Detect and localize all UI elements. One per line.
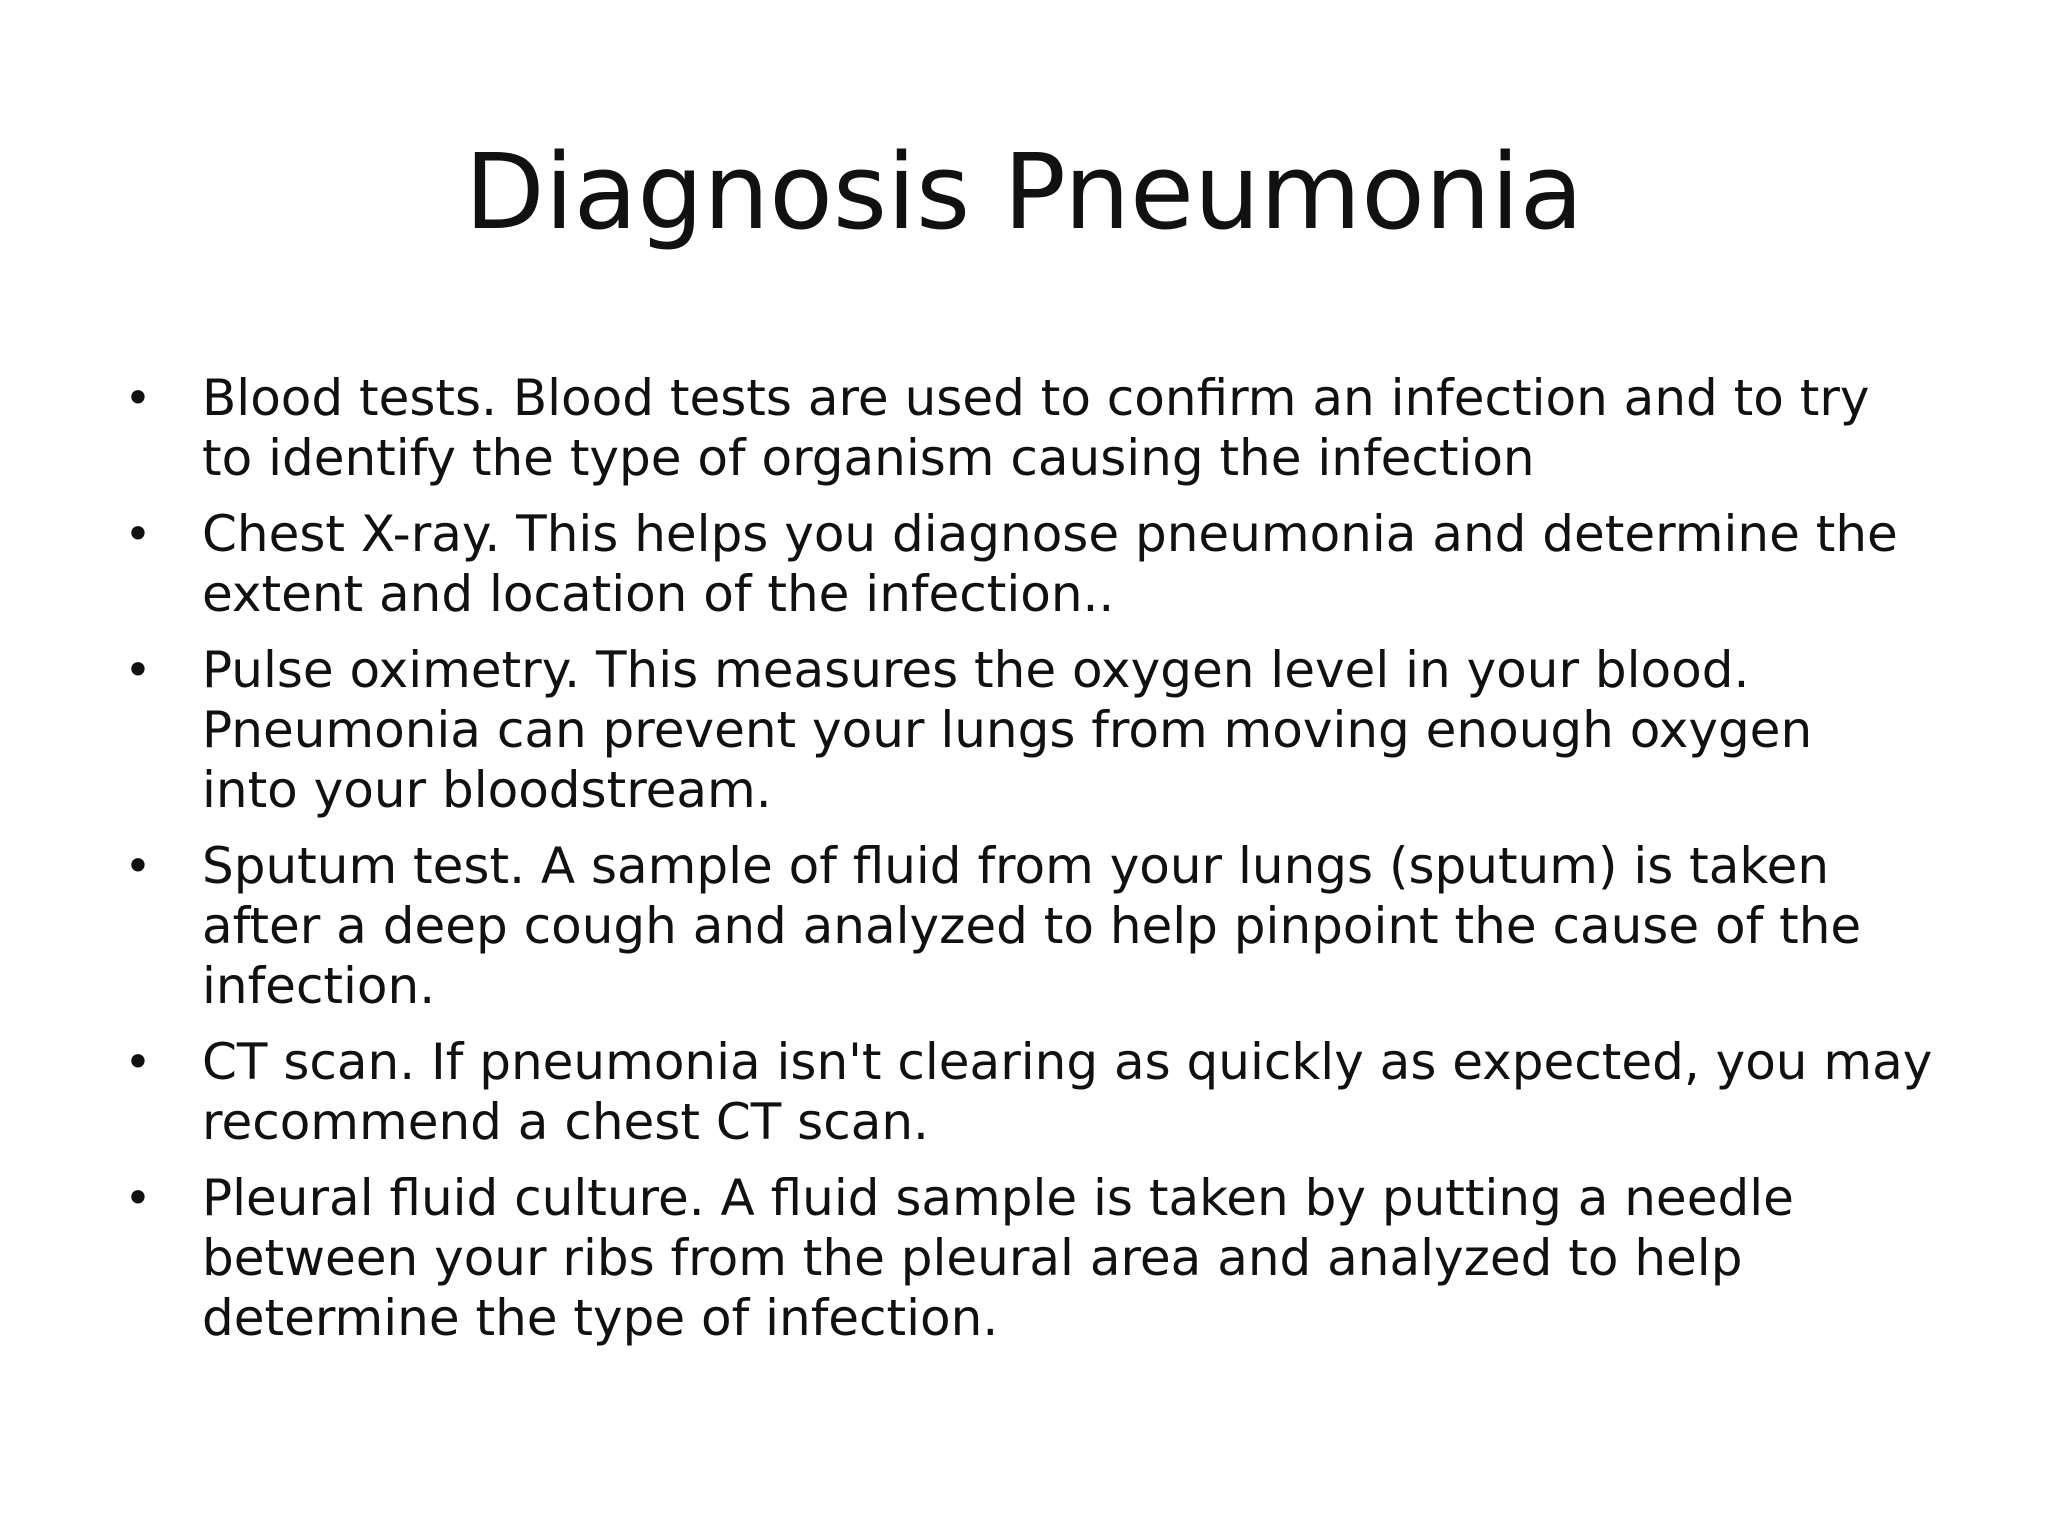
bullet-text-line: after a deep cough and analyzed to help pinpoint the cause of the [202, 897, 1862, 955]
bullet-item-pleural-fluid-culture [118, 1168, 1958, 1348]
bullet-text-line: between your ribs from the pleural area and analyzed to help [202, 1229, 1743, 1287]
slide-title: Diagnosis Pneumonia [464, 131, 1584, 253]
bullet-text-line: determine the type of infection. [202, 1289, 999, 1347]
bullet-text-line: CT scan. If pneumonia isn't clearing as quickly as expected, you may [202, 1033, 1933, 1091]
bullet-icon: • [124, 839, 152, 893]
bullet-list [118, 368, 1958, 1364]
bullet-text-line: Sputum test. A sample of fluid from your lungs (sputum) is taken [202, 837, 1830, 895]
bullet-text-line: Pulse oximetry. This measures the oxygen level in your blood. [202, 641, 1750, 699]
bullet-text-line: Pneumonia can prevent your lungs from moving enough oxygen [202, 701, 1813, 759]
bullet-text-line: Blood tests. Blood tests are used to confirm an infection and to try [202, 369, 1870, 427]
bullet-item-sputum-test [118, 836, 1958, 1016]
bullet-text-line: into your bloodstream. [202, 761, 772, 819]
bullet-text-line: recommend a chest CT scan. [202, 1093, 929, 1151]
bullet-text-line: to identify the type of organism causing the infection [202, 429, 1535, 487]
bullet-icon: • [124, 507, 152, 561]
bullet-text-line: Chest X-ray. This helps you diagnose pneumonia and determine the [202, 505, 1898, 563]
bullet-text-line: infection. [202, 957, 436, 1015]
bullet-icon: • [124, 643, 152, 697]
bullet-item-blood-tests [118, 368, 1958, 488]
bullet-text-line: Pleural fluid culture. A fluid sample is taken by putting a needle [202, 1169, 1794, 1227]
bullet-icon: • [124, 1171, 152, 1225]
bullet-item-ct-scan [118, 1032, 1958, 1152]
bullet-item-pulse-oximetry [118, 640, 1958, 820]
bullet-icon: • [124, 371, 152, 425]
bullet-item-chest-x-ray [118, 504, 1958, 624]
bullet-text-line: extent and location of the infection.. [202, 565, 1115, 623]
bullet-icon: • [124, 1035, 152, 1089]
